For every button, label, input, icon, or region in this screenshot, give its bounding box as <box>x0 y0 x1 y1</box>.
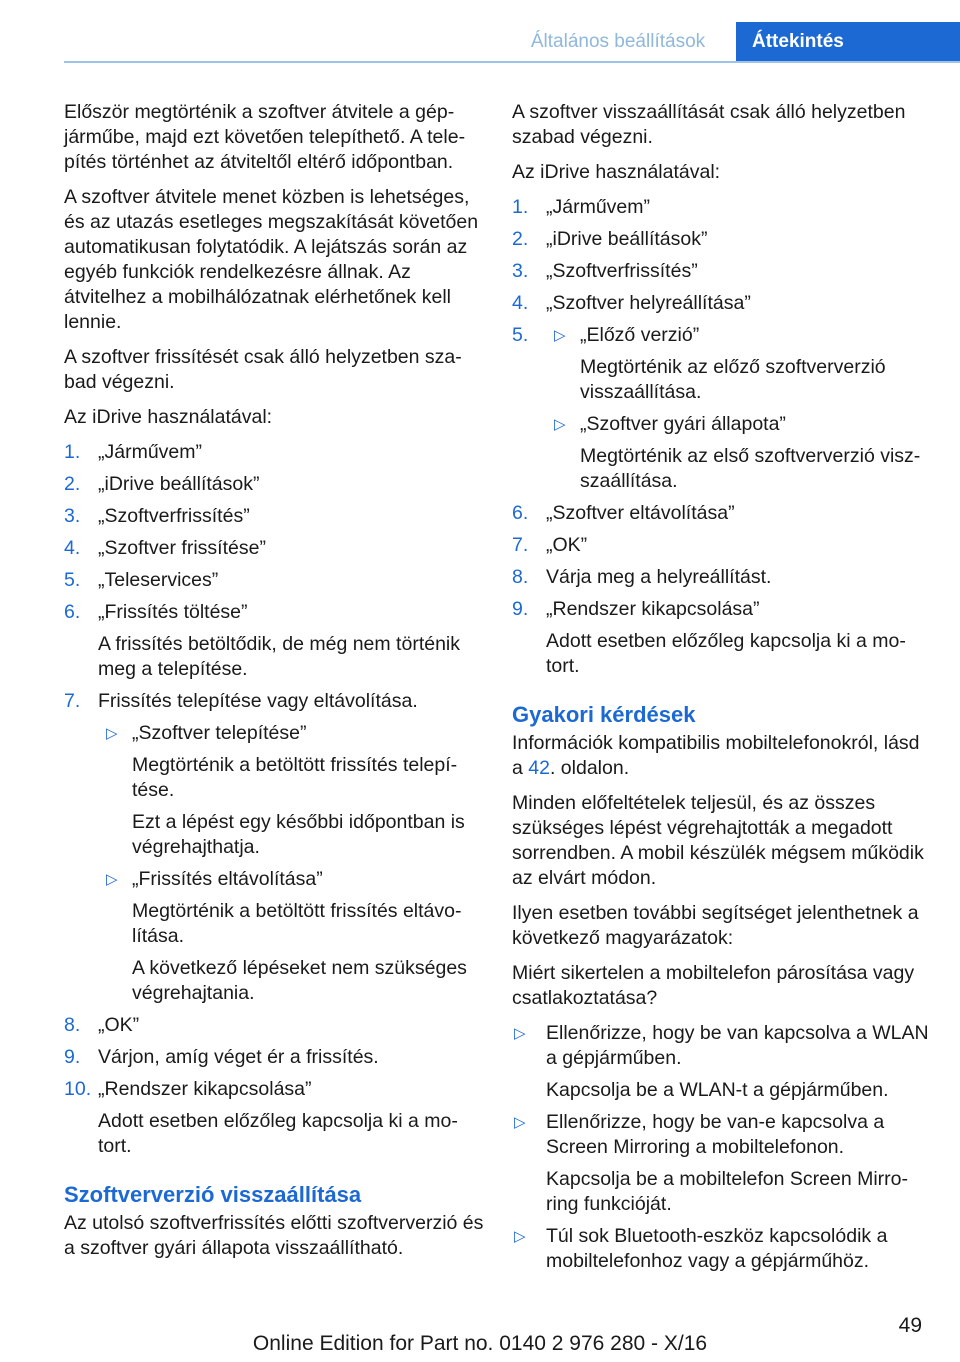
step-number: 3. <box>512 260 529 282</box>
option-note: Megtörténik a betöltött frissítés eltávolítása. <box>132 900 462 947</box>
page-header <box>0 0 960 62</box>
step-text: „Frissítés töltése” <box>98 601 248 623</box>
list-item <box>512 195 932 220</box>
triangle-bullet-icon: ▷ <box>514 1228 526 1245</box>
triangle-bullet-icon: ▷ <box>106 725 118 742</box>
step-text: Várja meg a helyreállítást. <box>546 566 772 588</box>
paragraph: Az iDrive használatával: <box>512 161 721 183</box>
step-text: „Szoftver frissítése” <box>98 537 266 559</box>
list-item <box>512 1224 932 1274</box>
step-text: „OK” <box>546 534 588 556</box>
step-text: „Szoftverfrissítés” <box>546 260 698 282</box>
step-number: 6. <box>512 502 529 524</box>
step-text: „iDrive beállítások” <box>98 473 260 495</box>
step-note: Adott esetben előzőleg kapcsolja ki a motort. <box>98 1110 458 1157</box>
list-item <box>512 1021 932 1103</box>
step-number: 9. <box>512 598 529 620</box>
step-text: „Szoftver helyreállítása” <box>546 292 751 314</box>
list-item <box>64 568 484 593</box>
text: Információk kompatibilis mobiltelefonokról, lásd a <box>512 732 920 779</box>
step-number: 3. <box>64 505 81 527</box>
triangle-bullet-icon: ▷ <box>554 416 566 433</box>
option-note: A következő lépéseket nem szükséges végrehajtania. <box>132 957 467 1004</box>
section-heading: Gyakori kérdések <box>512 702 696 727</box>
bullet-note: Kapcsolja be a WLAN-t a gépjárműben. <box>546 1079 889 1101</box>
paragraph: Az iDrive használatával: <box>64 406 273 428</box>
step-text: „OK” <box>98 1014 140 1036</box>
option-label: „Szoftver telepítése” <box>132 722 307 744</box>
triangle-bullet-icon: ▷ <box>554 327 566 344</box>
sub-option <box>546 412 932 494</box>
step-number: 2. <box>64 473 81 495</box>
sub-option <box>98 721 484 860</box>
step-text: Frissítés telepítése vagy eltávolítása. <box>98 690 418 712</box>
list-item <box>512 259 932 284</box>
step-number: 1. <box>512 196 529 218</box>
update-steps-list <box>64 440 484 1159</box>
step-number: 8. <box>512 566 529 588</box>
option-label: „Szoftver gyári állapota” <box>580 413 786 435</box>
sub-option <box>546 323 932 405</box>
step-number: 10. <box>64 1078 92 1100</box>
list-item <box>64 440 484 465</box>
step-text: „iDrive beállítások” <box>546 228 708 250</box>
step-text: „Rendszer kikapcsolása” <box>98 1078 312 1100</box>
page-link[interactable]: 42 <box>528 757 550 779</box>
step-text: „Járművem” <box>546 196 651 218</box>
paragraph: A szoftver frissítését csak álló helyzetben szabad végezni. <box>64 346 462 393</box>
paragraph: Miért sikertelen a mobiltelefon párosítása vagy csatlakoztatása? <box>512 962 915 1009</box>
text: . oldalon. <box>549 757 630 779</box>
list-item <box>512 227 932 252</box>
left-column <box>64 100 484 1271</box>
step-number: 7. <box>64 690 81 712</box>
header-rule <box>64 61 960 63</box>
list-item <box>64 600 484 682</box>
step-number: 1. <box>64 441 81 463</box>
bullet-text: Túl sok Bluetooth-eszköz kapcsolódik a mobiltelefonhoz vagy a gépjárműhöz. <box>546 1225 888 1272</box>
list-item <box>64 689 484 1006</box>
chapter-tab-active[interactable]: Áttekintés <box>736 22 960 62</box>
list-item <box>512 533 932 558</box>
sub-option <box>98 867 484 1006</box>
list-item <box>64 536 484 561</box>
step-text: „Rendszer kikapcsolása” <box>546 598 760 620</box>
step-number: 2. <box>512 228 529 250</box>
footer-edition: Online Edition for Part no. 0140 2 976 280 - X/16 <box>252 1332 708 1355</box>
list-item <box>64 472 484 497</box>
list-item <box>512 501 932 526</box>
list-item <box>64 1077 484 1159</box>
step-number: 6. <box>64 601 81 623</box>
paragraph: A szoftver visszaállítását csak álló helyzetben szabad végezni. <box>512 101 906 148</box>
step-number: 8. <box>64 1014 81 1036</box>
paragraph: Az utolsó szoftverfrissítés előtti szoftververzió és a szoftver gyári állapota visszaállítható. <box>64 1212 484 1259</box>
list-item <box>512 1110 932 1217</box>
step-text: „Járművem” <box>98 441 203 463</box>
option-label: „Frissítés eltávolítása” <box>132 868 323 890</box>
page-number: 49 <box>898 1314 922 1337</box>
section-heading: Szoftververzió visszaállítása <box>64 1182 362 1207</box>
step-number: 4. <box>512 292 529 314</box>
paragraph: A szoftver átvitele menet közben is lehetséges, és az utazás esetleges megszakítását követően automatikusan folytatódik. A lejátszás során az egyéb funkciók rendelkezésre állnak. Az átvitelhez a mobilhálózatnak elérhetőnek kell lennie. <box>64 186 479 333</box>
list-item <box>64 504 484 529</box>
option-note: Megtörténik a betöltött frissítés telepítése. <box>132 754 458 801</box>
list-item <box>512 291 932 316</box>
list-item <box>64 1045 484 1070</box>
option-note: Megtörténik az előző szoftververzió visszaállítása. <box>580 356 886 403</box>
step-number: 4. <box>64 537 81 559</box>
list-item <box>512 323 932 494</box>
step-note: Adott esetben előzőleg kapcsolja ki a motort. <box>546 630 906 677</box>
step-text: „Teleservices” <box>98 569 219 591</box>
paragraph: Ilyen esetben további segítséget jelenthetnek a következő magyarázatok: <box>512 902 919 949</box>
step-text: „Szoftverfrissítés” <box>98 505 250 527</box>
list-item <box>512 565 932 590</box>
step-number: 5. <box>512 324 529 346</box>
step-text: „Szoftver eltávolítása” <box>546 502 735 524</box>
step-text: Várjon, amíg véget ér a frissítés. <box>98 1046 379 1068</box>
step-number: 5. <box>64 569 81 591</box>
bullet-text: Ellenőrizze, hogy be van-e kapcsolva a Screen Mirroring a mobiltelefonon. <box>546 1111 885 1158</box>
triangle-bullet-icon: ▷ <box>514 1114 526 1131</box>
right-column <box>512 100 932 1281</box>
option-label: „Előző verzió” <box>580 324 700 346</box>
section-tab[interactable]: Általános beállítások <box>530 31 706 52</box>
bullet-note: Kapcsolja be a mobiltelefon Screen Mirroring funkcióját. <box>546 1168 909 1215</box>
step-number: 9. <box>64 1046 81 1068</box>
option-note: Megtörténik az első szoftververzió viszszaállítása. <box>580 445 921 492</box>
list-item <box>512 597 932 679</box>
step-number: 7. <box>512 534 529 556</box>
triangle-bullet-icon: ▷ <box>514 1025 526 1042</box>
list-item <box>64 1013 484 1038</box>
restore-steps-list <box>512 195 932 679</box>
paragraph: Minden előfeltételek teljesül, és az összes szükséges lépést végrehajtották a megadott sorrendben. A mobil készülék mégsem működik az elvárt módon. <box>512 792 924 889</box>
triangle-bullet-icon: ▷ <box>106 871 118 888</box>
paragraph: Először megtörténik a szoftver átvitele a gépjárműbe, majd ezt követően telepíthető. A telepítés történhet az átviteltől eltérő időpontban. <box>64 101 466 173</box>
step-note: A frissítés betöltődik, de még nem történik meg a telepítése. <box>98 633 461 680</box>
paragraph <box>512 731 932 781</box>
bullet-text: Ellenőrizze, hogy be van kapcsolva a WLAN a gépjárműben. <box>546 1022 929 1069</box>
option-note: Ezt a lépést egy későbbi időpontban is végrehajthatja. <box>132 811 465 858</box>
